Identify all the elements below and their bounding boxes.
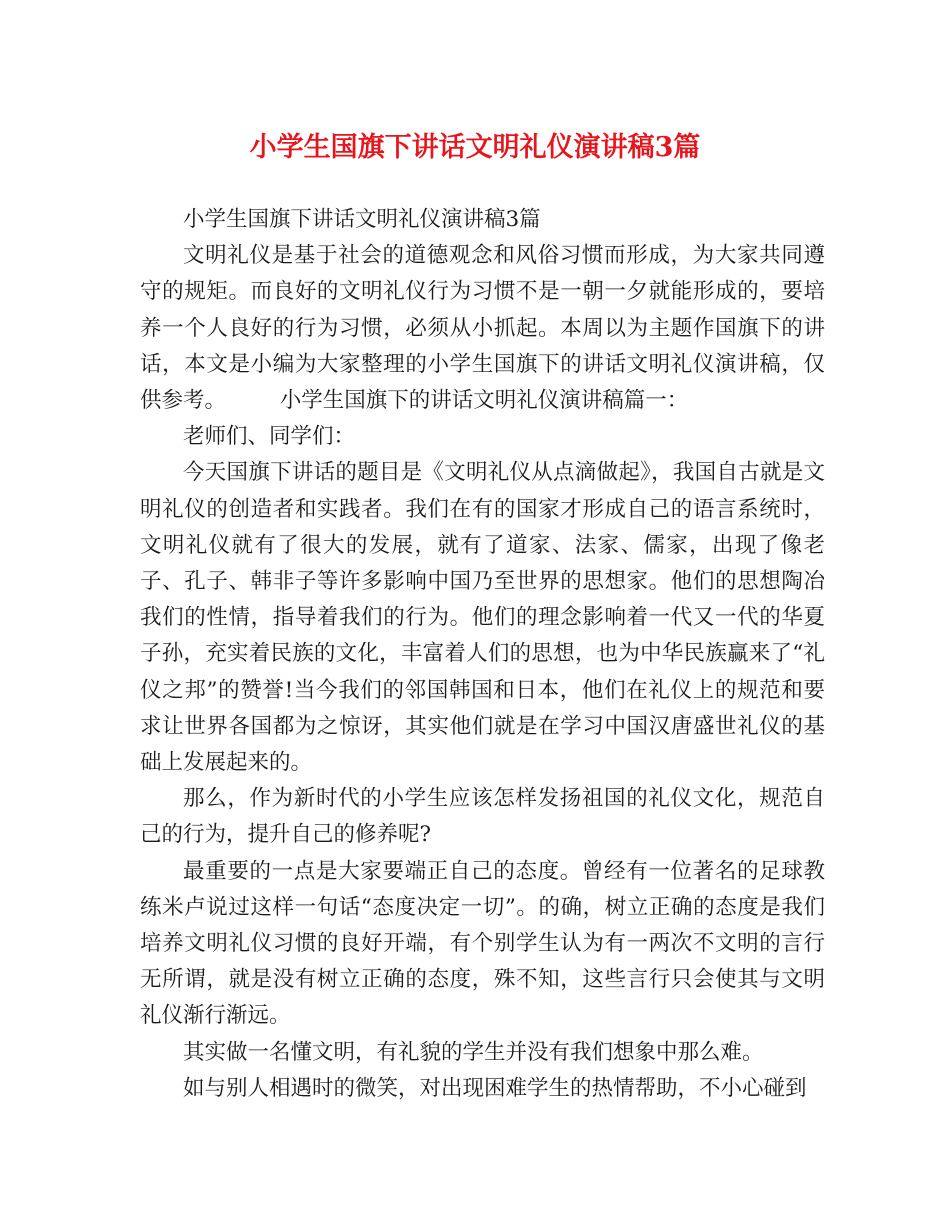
paragraph-topic: 今天国旗下讲话的题目是《文明礼仪从点滴做起》，我国自古就是文明礼仪的创造者和实践者。我们在有的国家才形成自己的语言系统时，文明礼仪就有了很大的发展，就有了道家、法家、儒家，出现了像老子、孔子、韩非子等许多影响中国乃至世界的思想家。他们的思想陶冶我们的性情，指导着我们的行为。他们的理念影响着一代又一代的华夏子孙，充实着民族的文化，丰富着人们的思想，也为中华民族赢来了“礼仪之邦”的赞誉!当今我们的邻国韩国和日本，他们在礼仪上的规范和要求让世界各国都为之惊讶，其实他们就是在学习中国汉唐盛世礼仪的基础上发展起来的。: [140, 460, 825, 776]
paragraph-question: 那么，作为新时代的小学生应该怎样发扬祖国的礼仪文化，规范自己的行为，提升自己的修养呢?: [140, 786, 825, 848]
paragraph-subtitle: 小学生国旗下讲话文明礼仪演讲稿3篇: [183, 207, 541, 232]
paragraph-examples: 如与别人相遇时的微笑，对出现困难学生的热情帮助，不小心碰到: [183, 1075, 807, 1101]
paragraph-not-difficult: 其实做一名懂文明，有礼貌的学生并没有我们想象中那么难。: [183, 1039, 764, 1065]
paragraph-attitude: 最重要的一点是大家要端正自己的态度。曾经有一位著名的足球教练米卢说过这样一句话“态度决定一切”。的确，树立正确的态度是我们培养文明礼仪习惯的良好开端，有个别学生认为有一两次不文明的言行无所谓，就是没有树立正确的态度，殊不知，这些言行只会使其与文明礼仪渐行渐远。: [140, 858, 825, 1029]
document-body: [140, 202, 825, 1107]
document-title: 小学生国旗下讲话文明礼仪演讲稿3篇: [249, 132, 701, 163]
paragraph-intro: 文明礼仪是基于社会的道德观念和风俗习惯而形成，为大家共同遵守的规矩。而良好的文明礼仪行为习惯不是一朝一夕就能形成的，要培养一个人良好的行为习惯，必须从小抓起。本周以为主题作国旗下的讲话，本文是小编为大家整理的小学生国旗下的讲话文明礼仪演讲稿，仅供参考。 小学生国旗下的讲话文明礼仪演讲稿篇一：: [140, 243, 825, 414]
paragraph-greeting: 老师们、同学们：: [183, 424, 356, 450]
